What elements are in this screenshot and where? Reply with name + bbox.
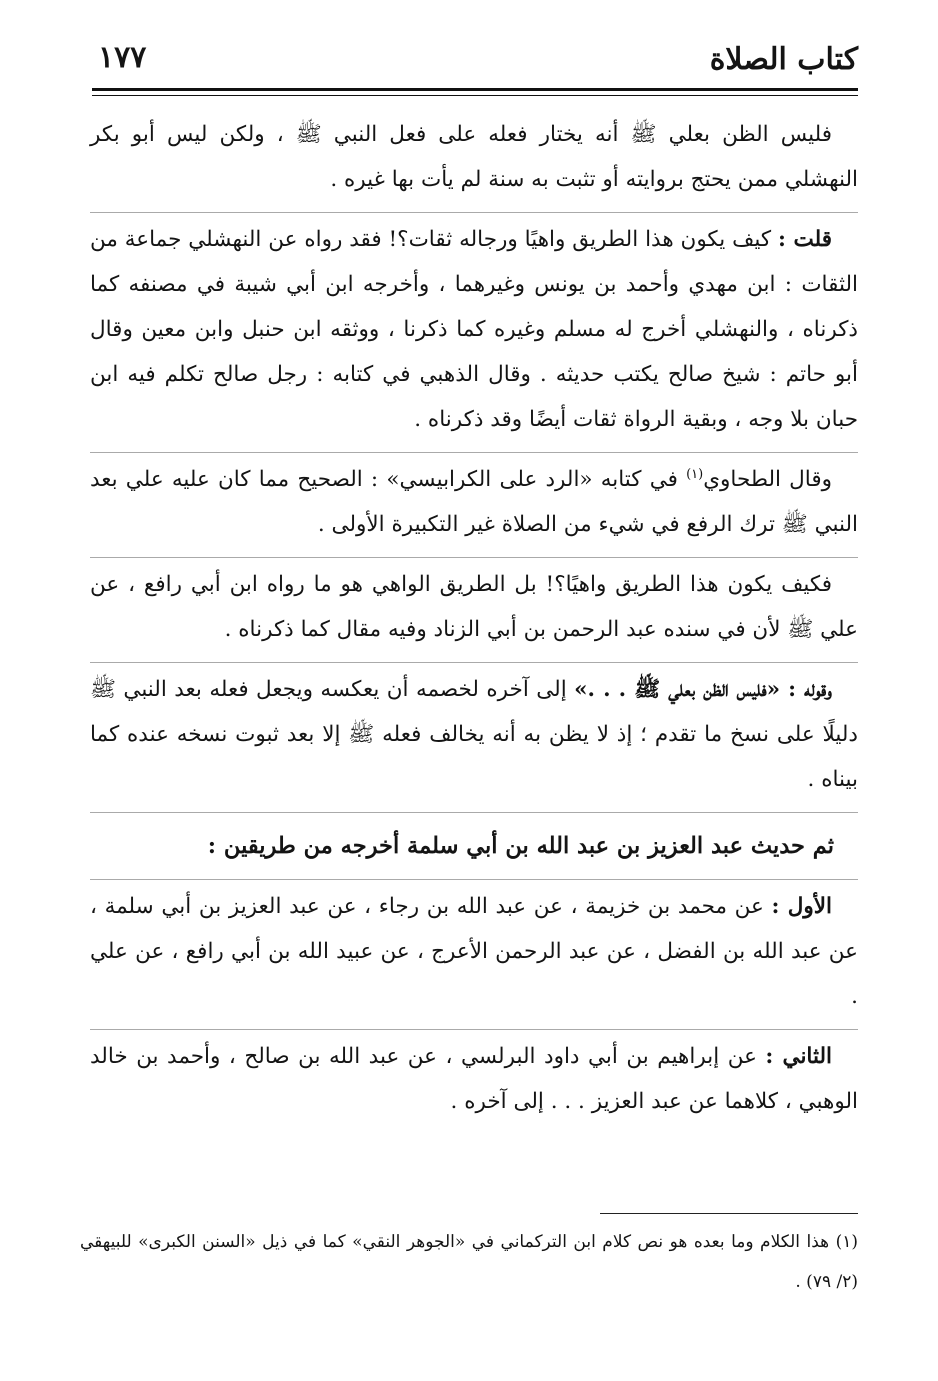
page-body [90,108,858,1134]
paragraph-5-text: إلى آخره لخصمه أن يعكسه ويجعل فعله بعد النبي ﷺ دليلًا على نسخ ما تقدم ؛ إذ لا يظن به أنه يخالف فعله ﷺ إلا بعد ثبوت نسخه عنده كما بيناه . [90,677,858,792]
section-heading: ثم حديث عبد العزيز بن عبد الله بن أبي سلمة أخرجه من طريقين : [90,813,858,880]
header-rule-thick [92,88,858,91]
paragraph-3-text-before: وقال الطحاوي [703,467,832,492]
paragraph-7 [90,1030,858,1134]
footnote-reference: (١) [686,466,704,482]
paragraph-6 [90,880,858,1030]
paragraph-6-lead: الأول : [771,894,833,919]
paragraph-2 [90,213,858,453]
paragraph-7-lead: الثاني : [765,1044,832,1069]
book-title: كتاب الصلاة [709,42,858,77]
paragraph-6-text: عن محمد بن خزيمة ، عن عبد الله بن رجاء ، عن عبد العزيز بن أبي سلمة ، عن عبد الله بن الفضل ، عن عبد الرحمن الأعرج ، عن عبيد الله بن أبي رافع ، عن علي . [90,894,858,1009]
paragraph-1-text: فليس الظن بعلي ﷺ أنه يختار فعله على فعل النبي ﷺ ، ولكن ليس أبو بكر النهشلي ممن يحتج بروايته أو تثبت به سنة لم يأت بها غيره . [90,122,858,192]
paragraph-2-text: كيف يكون هذا الطريق واهيًا ورجاله ثقات؟! فقد رواه عن النهشلي جماعة من الثقات : ابن مهدي وأحمد بن يونس وغيرهما ، وأخرجه ابن أبي شيبة في مصنفه كما ذكرناه ، والنهشلي أخرج له مسلم وغيره كما ذكرنا ، ووثقه ابن حنبل وابن معين وقال أبو حاتم : شيخ صالح يكتب حديثه . وقال الذهبي في كتابه : رجل صالح تكلم فيه ابن حبان بلا وجه ، وبقية الرواة ثقات أيضًا وقد ذكرناه . [90,227,858,432]
footnote: (١) هذا الكلام وما بعده هو نص كلام ابن التركماني في «الجوهر النقي» كما في ذيل «السنن الكبرى» للبيهقي (٢/ ٧٩) . [80,1232,858,1292]
footnote-separator [600,1213,858,1214]
paragraph-3-text-after: في كتابه «الرد على الكرابيسي» : الصحيح مما كان عليه علي بعد النبي ﷺ ترك الرفع في شيء من الصلاة غير التكبيرة الأولى . [90,467,858,537]
paragraph-4 [90,558,858,663]
paragraph-1 [90,108,858,213]
paragraph-5 [90,663,858,813]
paragraph-7-text: عن إبراهيم بن أبي داود البرلسي ، عن عبد الله بن صالح ، وأحمد بن خالد الوهبي ، كلاهما عن عبد العزيز . . . إلى آخره . [90,1044,858,1114]
page-number: ١٧٧ [98,40,147,75]
paragraph-4-text: فكيف يكون هذا الطريق واهيًا؟! بل الطريق الواهي هو ما رواه ابن أبي رافع ، عن علي ﷺ لأن في سنده عبد الرحمن بن أبي الزناد وفيه مقال كما ذكرناه . [90,572,858,642]
paragraph-5-lead: وقوله : «فليس الظن بعلي ﷺ . . .» [574,677,832,702]
paragraph-2-lead: قلت : [778,227,832,252]
header-rule-thin [92,95,858,96]
paragraph-3 [90,453,858,558]
page-header [92,36,858,88]
